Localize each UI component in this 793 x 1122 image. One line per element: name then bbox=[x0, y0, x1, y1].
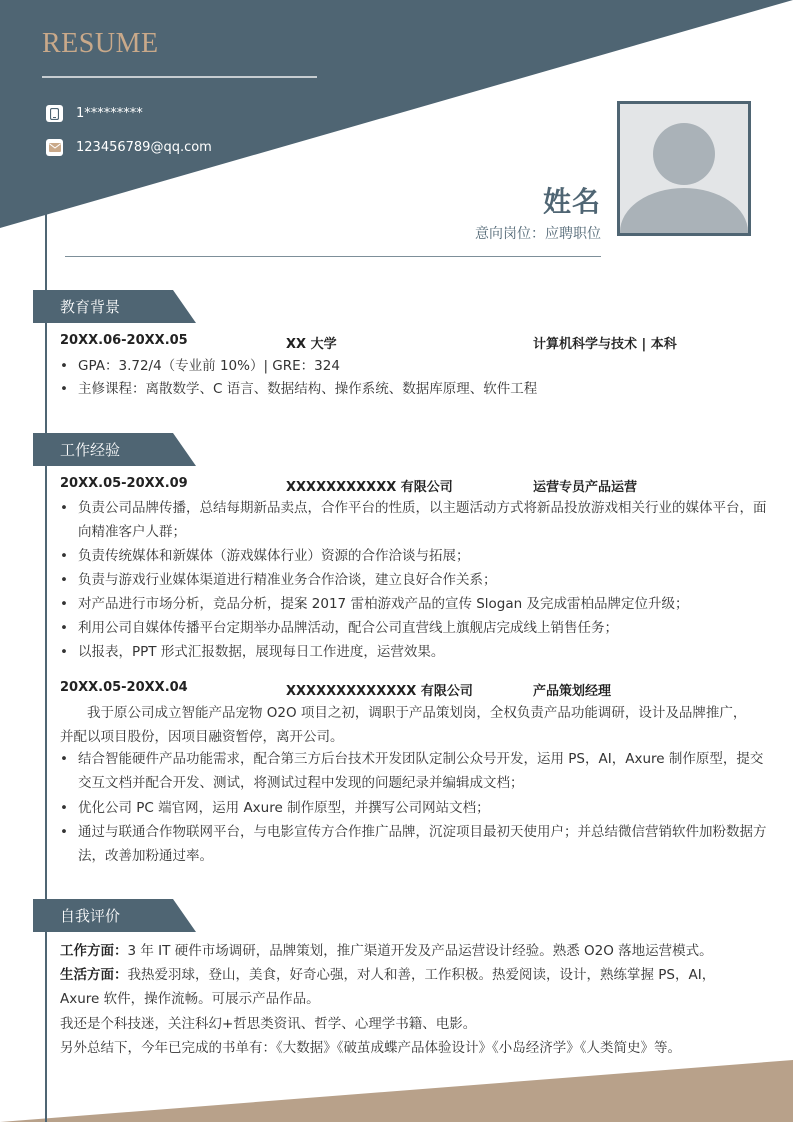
job-company: XXXXXXXXXXX 有限公司 bbox=[286, 480, 453, 495]
resume-label: RESUME bbox=[42, 28, 159, 59]
job-item: • 对产品进行市场分析，竞品分析，提案 2017 雷柏游戏产品的宣传 Slogan 及完成雷柏品牌定位升级； bbox=[60, 593, 770, 617]
education-item: • 主修课程：离散数学、C 语言、数据结构、操作系统、数据库原理、软件工程 bbox=[60, 378, 770, 402]
job-item: • 结合智能硬件产品功能需求，配合第三方后台技术开发团队定制公众号开发，运用 PS，AI，Axure 制作原型，提交交互文档并配合开发、测试，将测试过程中发现的问题纪录并编辑成文档； bbox=[60, 748, 770, 795]
phone-icon bbox=[46, 105, 63, 122]
footer-banner-shape bbox=[0, 1060, 793, 1122]
self-eval-work-text: 3 年 IT 硬件市场调研，品牌策划，推广渠道开发及产品运营设计经验。熟悉 O2O 落地运营模式。 bbox=[127, 943, 713, 959]
job-role: 产品策划经理 bbox=[533, 684, 612, 699]
job-item: • 负责公司品牌传播，总结每期新品卖点，合作平台的性质，以主题活动方式将新品投放游戏相关行业的媒体平台，面向精准客户人群； bbox=[60, 497, 770, 544]
title-divider bbox=[42, 76, 317, 78]
education-item: • GPA：3.72/4（专业前 10%）| GRE：324 bbox=[60, 355, 770, 379]
job-item: • 以报表，PPT 形式汇报数据，展现每日工作进度，运营效果。 bbox=[60, 641, 770, 665]
section-header-self bbox=[33, 899, 196, 932]
job-item: • 优化公司 PC 端官网，运用 Axure 制作原型，并撰写公司网站文档； bbox=[60, 797, 770, 821]
section-title-education: 教育背景 bbox=[60, 298, 121, 316]
self-eval-work bbox=[60, 939, 752, 963]
job-intro: 我于原公司成立智能产品宠物 O2O 项目之初，调职于产品策划岗，全权负责产品功能调研，设计及品牌推广，并配以项目股份，因项目融资暂停，离开公司。 bbox=[60, 705, 747, 745]
header-divider bbox=[65, 256, 601, 257]
avatar-placeholder-icon bbox=[620, 104, 748, 233]
section-title-self: 自我评价 bbox=[60, 907, 121, 925]
self-eval-work-label: 工作方面： bbox=[60, 943, 128, 959]
profile-photo bbox=[617, 101, 751, 236]
job-intent: 意向岗位：应聘职位 bbox=[475, 226, 601, 242]
education-major: 计算机科学与技术 | 本科 bbox=[533, 337, 677, 352]
education-school: XX 大学 bbox=[286, 337, 337, 352]
job-company: XXXXXXXXXXXXX 有限公司 bbox=[286, 684, 473, 699]
section-title-work: 工作经验 bbox=[60, 441, 121, 459]
self-eval-life-label: 生活方面： bbox=[60, 967, 128, 983]
section-header-education bbox=[33, 290, 196, 323]
self-eval-line: 我还是个科技迷，关注科幻+哲思类资讯、哲学、心理学书籍、电影。 bbox=[60, 1016, 477, 1032]
timeline-line bbox=[45, 210, 47, 1122]
self-eval-life bbox=[60, 963, 752, 1011]
section-header-work bbox=[33, 433, 196, 466]
self-eval-line: 另外总结下，今年已完成的书单有：《大数据》《破茧成蝶产品体验设计》《小岛经济学》《人类简史》等。 bbox=[60, 1040, 681, 1056]
phone-text: 1********* bbox=[76, 106, 143, 121]
job-date: 20XX.05-20XX.04 bbox=[60, 680, 188, 695]
job-item: • 负责传统媒体和新媒体（游戏媒体行业）资源的合作洽谈与拓展； bbox=[60, 545, 770, 569]
education-date: 20XX.06-20XX.05 bbox=[60, 333, 188, 348]
job-date: 20XX.05-20XX.09 bbox=[60, 476, 188, 491]
job-item: • 通过与联通合作物联网平台，与电影宣传方合作推广品牌，沉淀项目最初天使用户；并总结微信营销软件加粉数据方法，改善加粉通过率。 bbox=[60, 821, 770, 868]
job-item: • 利用公司自媒体传播平台定期举办品牌活动，配合公司直营线上旗舰店完成线上销售任务； bbox=[60, 617, 770, 641]
job-role: 运营专员产品运营 bbox=[533, 480, 638, 495]
candidate-name: 姓名 bbox=[542, 185, 601, 218]
job-item: • 负责与游戏行业媒体渠道进行精准业务合作洽谈，建立良好合作关系； bbox=[60, 569, 770, 593]
phone-row bbox=[46, 105, 143, 122]
mail-icon bbox=[46, 139, 63, 156]
self-eval-life-text: 我热爱羽球，登山，美食，好奇心强，对人和善，工作积极。热爱阅读，设计，熟练掌握 PS，AI，Axure 软件，操作流畅。可展示产品作品。 bbox=[60, 967, 716, 1007]
email-text: 123456789@qq.com bbox=[76, 140, 212, 155]
email-row bbox=[46, 139, 212, 156]
